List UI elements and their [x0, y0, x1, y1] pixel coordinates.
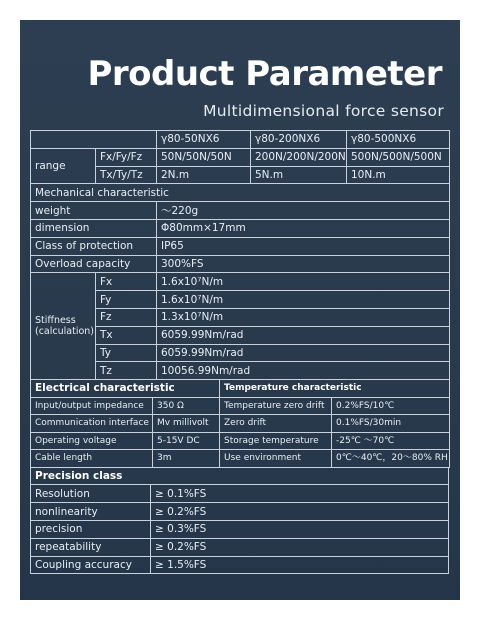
- param-value: 0.2%FS/10℃: [332, 397, 450, 415]
- param-value: ≥ 0.2%FS: [151, 538, 449, 556]
- stiffness-label-line2: (calculation): [35, 326, 94, 338]
- mechanical-title: Mechanical characteristic: [31, 184, 450, 202]
- stiffness-value: 1.3x10⁷N/m: [157, 308, 450, 326]
- param-value: 3m: [153, 450, 220, 468]
- range-value: 500N/500N/500N: [347, 148, 450, 166]
- param-label: nonlinearity: [31, 503, 151, 521]
- electrical-temperature-row: [31, 415, 450, 433]
- stiffness-value: 1.6x10⁷N/m: [157, 291, 450, 309]
- param-label: Coupling accuracy: [31, 556, 151, 574]
- mechanical-row: [31, 255, 450, 273]
- param-value: Mv millivolt: [153, 415, 220, 433]
- models-row: [31, 131, 450, 149]
- model-name: γ80-50NX6: [157, 131, 251, 149]
- param-value: 350 Ω: [153, 397, 220, 415]
- section-header-row: [31, 468, 449, 485]
- precision-row: [31, 538, 449, 556]
- range-axis: Fx/Fy/Fz: [96, 148, 157, 166]
- range-value: 200N/200N/200N: [251, 148, 347, 166]
- param-label: Operating voltage: [31, 432, 153, 450]
- param-label: Input/output impedance: [31, 397, 153, 415]
- range-value: 50N/50N/50N: [157, 148, 251, 166]
- param-value: IP65: [157, 237, 450, 255]
- param-label: Zero drift: [220, 415, 332, 433]
- param-value: 0.1%FS/30min: [332, 415, 450, 433]
- param-value: Φ80mm×17mm: [157, 219, 450, 237]
- range-value: 10N.m: [347, 166, 450, 184]
- param-value: 300%FS: [157, 255, 450, 273]
- model-name: γ80-500NX6: [347, 131, 450, 149]
- stiffness-row: [31, 273, 450, 291]
- stiffness-axis: Fz: [96, 308, 157, 326]
- range-value: 5N.m: [251, 166, 347, 184]
- electrical-temperature-row: [31, 432, 450, 450]
- param-value: ≥ 0.2%FS: [151, 503, 449, 521]
- stiffness-axis: Tx: [96, 326, 157, 344]
- page-title: Product Parameter: [87, 54, 442, 94]
- temperature-title: Temperature characteristic: [220, 380, 450, 397]
- stiffness-value: 10056.99Nm/rad: [157, 362, 450, 380]
- param-label: dimension: [31, 219, 157, 237]
- stiffness-label: [31, 273, 96, 380]
- range-label: range: [31, 148, 96, 184]
- param-label: repeatability: [31, 538, 151, 556]
- stiffness-value: 1.6x10⁷N/m: [157, 273, 450, 291]
- param-label: Cable length: [31, 450, 153, 468]
- param-value: -25℃ ～70℃: [332, 432, 450, 450]
- section-header-row: [31, 380, 450, 397]
- param-label: weight: [31, 202, 157, 220]
- range-mechanical-table: [30, 130, 450, 380]
- page-subtitle: Multidimensional force sensor: [203, 102, 444, 120]
- range-row: [31, 148, 450, 166]
- param-label: precision: [31, 521, 151, 539]
- stiffness-axis: Ty: [96, 344, 157, 362]
- electrical-title: Electrical characteristic: [31, 380, 220, 397]
- stiffness-label-line1: Stiffness: [35, 315, 76, 327]
- mechanical-row: [31, 237, 450, 255]
- precision-row: [31, 556, 449, 574]
- mechanical-row: [31, 219, 450, 237]
- electrical-temperature-table: [30, 380, 450, 468]
- range-axis: Tx/Ty/Tz: [96, 166, 157, 184]
- precision-row: [31, 485, 449, 503]
- param-label: Use environment: [220, 450, 332, 468]
- blank-cell: [31, 131, 157, 149]
- param-label: Overload capacity: [31, 255, 157, 273]
- stiffness-axis: Tz: [96, 362, 157, 380]
- electrical-temperature-row: [31, 450, 450, 468]
- stiffness-value: 6059.99Nm/rad: [157, 326, 450, 344]
- param-label: Resolution: [31, 485, 151, 503]
- stiffness-axis: Fx: [96, 273, 157, 291]
- param-label: Storage temperature: [220, 432, 332, 450]
- param-label: Class of protection: [31, 237, 157, 255]
- electrical-temperature-row: [31, 397, 450, 415]
- precision-row: [31, 503, 449, 521]
- precision-table: [30, 468, 449, 575]
- stiffness-axis: Fy: [96, 291, 157, 309]
- param-value: 5-15V DC: [153, 432, 220, 450]
- section-header-row: [31, 184, 450, 202]
- param-value: ～220g: [157, 202, 450, 220]
- precision-title: Precision class: [31, 468, 449, 485]
- param-value: ≥ 0.1%FS: [151, 485, 449, 503]
- precision-row: [31, 521, 449, 539]
- param-value: ≥ 1.5%FS: [151, 556, 449, 574]
- param-value: 0℃～40℃，20～80% RH: [332, 450, 450, 468]
- param-label: Temperature zero drift: [220, 397, 332, 415]
- stiffness-value: 6059.99Nm/rad: [157, 344, 450, 362]
- parameter-sheet: [30, 130, 449, 574]
- model-name: γ80-200NX6: [251, 131, 347, 149]
- param-value: ≥ 0.3%FS: [151, 521, 449, 539]
- param-label: Communication interface: [31, 415, 153, 433]
- mechanical-row: [31, 202, 450, 220]
- range-value: 2N.m: [157, 166, 251, 184]
